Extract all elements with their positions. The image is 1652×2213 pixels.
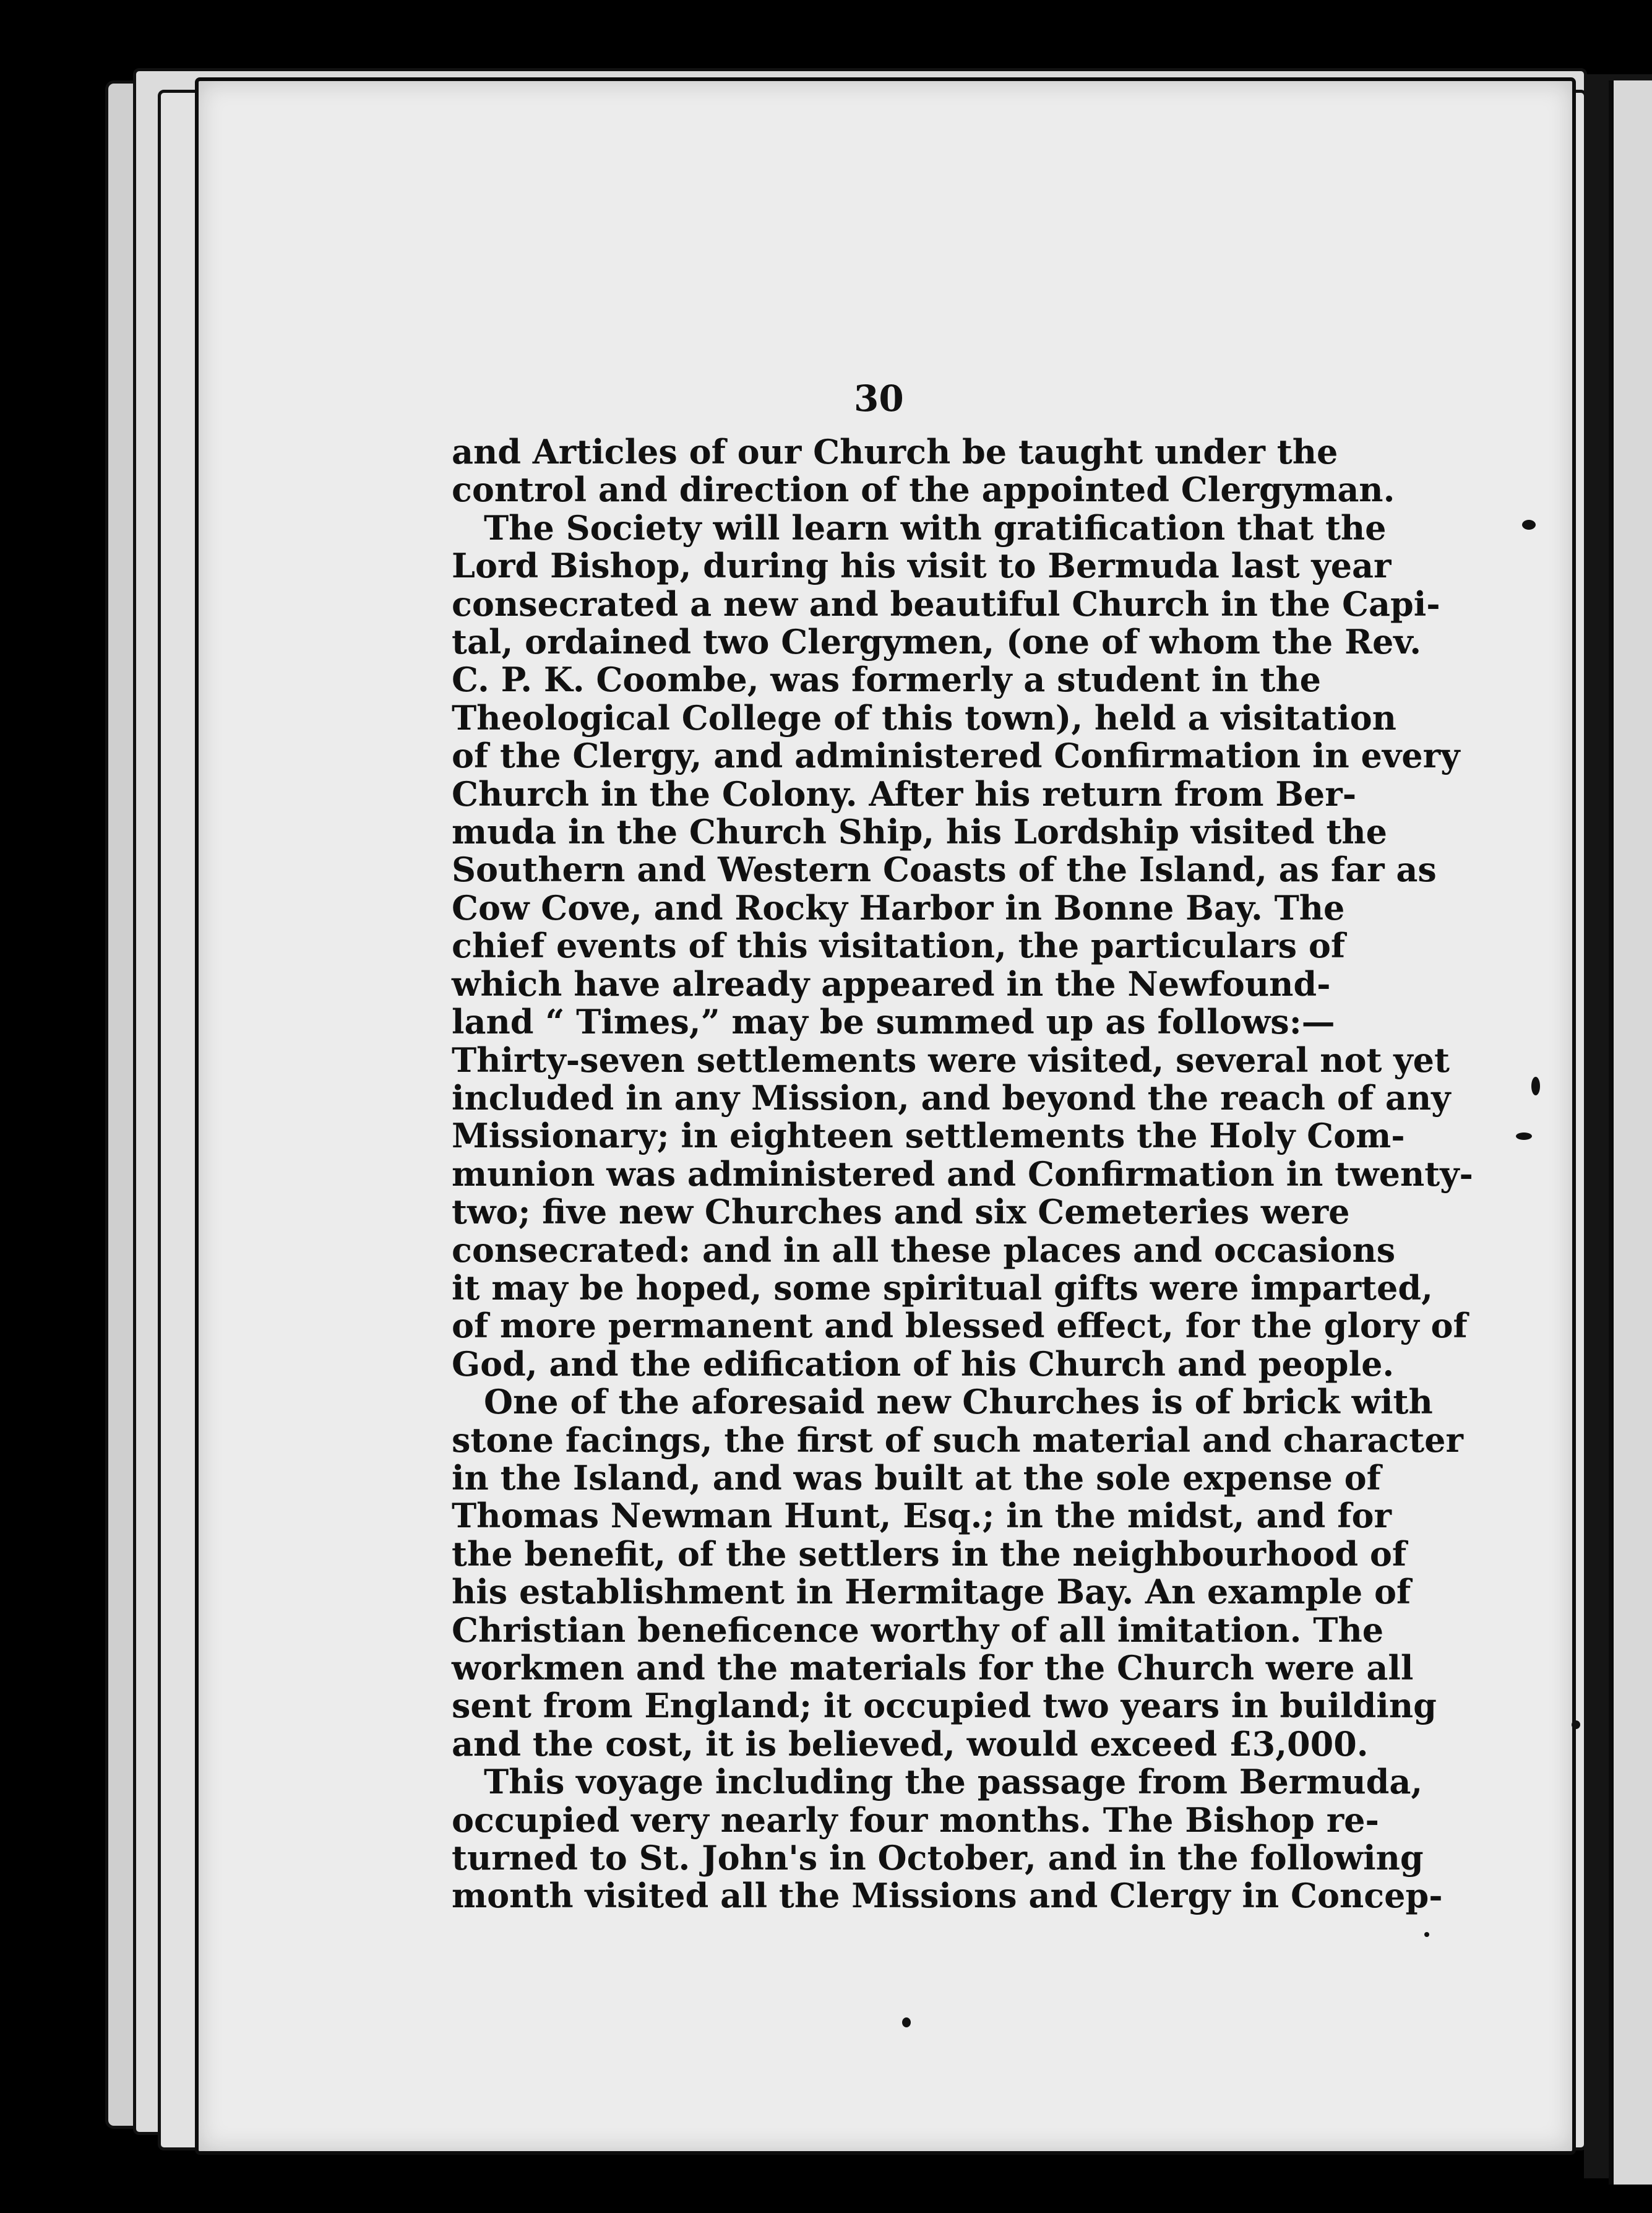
text-line: munion was administered and Confirmation in twenty- (452, 1154, 1473, 1194)
text-line: The Society will learn with gratification that the (484, 507, 1387, 548)
text-line: Thirty-seven settlements were visited, several not yet (452, 1040, 1450, 1080)
text-line: This voyage including the passage from Bermuda, (484, 1762, 1423, 1802)
scan-speck (1531, 1077, 1540, 1095)
text-line: C. P. K. Coombe, was formerly a student in the (452, 660, 1321, 700)
text-line: of more permanent and blessed effect, for the glory of (452, 1306, 1468, 1346)
text-line: Church in the Colony. After his return from Ber- (452, 774, 1357, 814)
text-line: consecrated: and in all these places and occasions (452, 1230, 1396, 1270)
text-line: his establishment in Hermitage Bay. An example of (452, 1572, 1411, 1612)
text-line: and the cost, it is believed, would exceed £3,000. (452, 1723, 1369, 1764)
text-line: muda in the Church Ship, his Lordship visited the (452, 812, 1388, 852)
text-line: Missionary; in eighteen settlements the Holy Com- (452, 1116, 1405, 1156)
scan-speck (902, 2017, 911, 2027)
text-line: God, and the edification of his Church and people. (452, 1344, 1395, 1384)
scan-speck (1516, 1132, 1532, 1140)
scan-speck (1424, 1932, 1429, 1937)
text-line: One of the aforesaid new Churches is of brick with (484, 1382, 1433, 1422)
text-line: included in any Mission, and beyond the reach of any (452, 1077, 1451, 1118)
scan-speck (1572, 1720, 1580, 1729)
text-line: workmen and the materials for the Church were all (452, 1648, 1414, 1688)
text-line: consecrated a new and beautiful Church in the Capi- (452, 584, 1440, 624)
text-line: land “ Times,” may be summed up as follows:— (452, 1002, 1335, 1042)
text-line: Christian beneficence worthy of all imitation. The (452, 1610, 1384, 1650)
text-line: sent from England; it occupied two years in building (452, 1686, 1437, 1726)
text-line: turned to St. John's in October, and in the following (452, 1838, 1424, 1878)
text-line: control and direction of the appointed Clergyman. (452, 470, 1395, 510)
text-line: Cow Cove, and Rocky Harbor in Bonne Bay. The (452, 887, 1345, 928)
text-line: chief events of this visitation, the particulars of (452, 926, 1346, 966)
text-line: Lord Bishop, during his visit to Bermuda last year (452, 546, 1392, 586)
text-line: in the Island, and was built at the sole expense of (452, 1457, 1381, 1498)
text-line: month visited all the Missions and Clergy in Concep- (452, 1876, 1443, 1916)
page-number: 30 (854, 377, 904, 420)
adjacent-page-strip (1584, 74, 1652, 2178)
text-line: occupied very nearly four months. The Bishop re- (452, 1800, 1379, 1840)
text-line: which have already appeared in the Newfound- (452, 964, 1331, 1004)
text-line: two; five new Churches and six Cemeteries were (452, 1192, 1350, 1232)
text-line: it may be hoped, some spiritual gifts were imparted, (452, 1267, 1433, 1308)
text-line: tal, ordained two Clergymen, (one of whom the Rev. (452, 622, 1422, 662)
text-line: the benefit, of the settlers in the neighbourhood of (452, 1534, 1407, 1574)
text-line: and Articles of our Church be taught under the (452, 432, 1338, 472)
text-line: Theological College of this town), held a visitation (452, 697, 1396, 738)
text-line: of the Clergy, and administered Confirmation in every (452, 736, 1460, 776)
text-line: Southern and Western Coasts of the Island, as far as (452, 850, 1437, 890)
scan-speck (1522, 520, 1536, 530)
page-body-text (452, 432, 1473, 1916)
text-line: Thomas Newman Hunt, Esq.; in the midst, and for (452, 1496, 1392, 1536)
adjacent-page-paper (1609, 80, 1652, 2185)
text-line: stone facings, the first of such material and character (452, 1420, 1463, 1460)
